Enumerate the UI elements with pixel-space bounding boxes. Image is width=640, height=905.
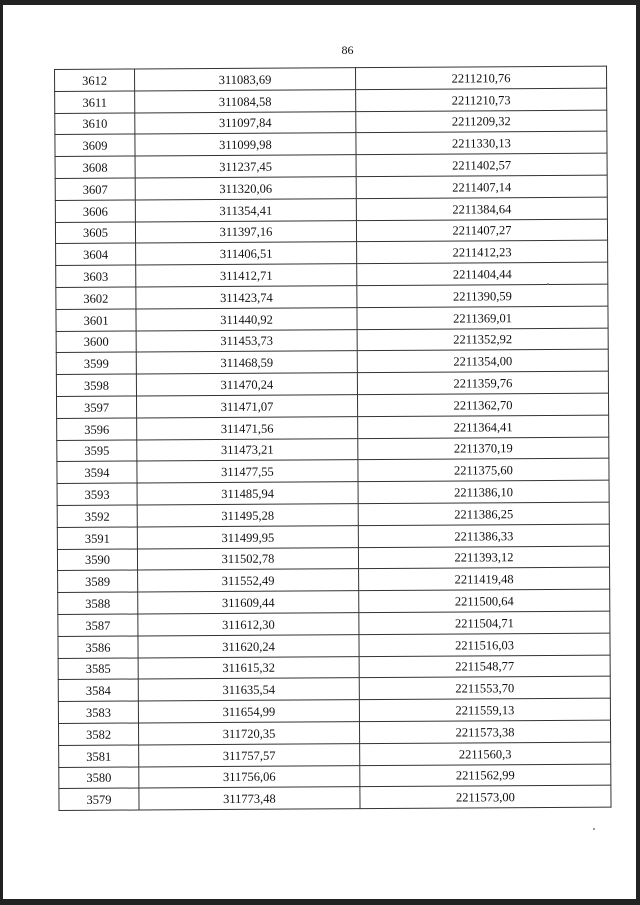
x-coordinate-cell: 311354,41	[135, 198, 356, 221]
y-coordinate-cell: 2211364,41	[358, 415, 609, 438]
y-coordinate-cell: 2211548,77	[359, 655, 610, 678]
y-coordinate-cell: 2211553,70	[359, 676, 610, 699]
y-coordinate-cell: 2211390,59	[357, 284, 608, 307]
point-number-cell: 3586	[58, 636, 138, 658]
y-coordinate-cell: 2211330,13	[356, 132, 607, 155]
point-number-cell: 3579	[59, 788, 139, 810]
point-number-cell: 3585	[58, 658, 138, 680]
x-coordinate-cell: 311615,32	[138, 656, 359, 679]
y-coordinate-cell: 2211562,99	[360, 764, 611, 787]
y-coordinate-cell: 2211362,70	[357, 393, 608, 416]
y-coordinate-cell: 2211412,23	[357, 240, 608, 263]
x-coordinate-cell: 311720,35	[138, 722, 359, 745]
scan-edge-left	[0, 0, 3, 905]
x-coordinate-cell: 311654,99	[138, 700, 359, 723]
point-number-cell: 3595	[57, 440, 137, 462]
page-number: 86	[341, 43, 354, 57]
x-coordinate-cell: 311471,07	[136, 395, 357, 418]
y-coordinate-cell: 2211500,64	[359, 589, 610, 612]
y-coordinate-cell: 2211209,32	[356, 110, 607, 133]
x-coordinate-cell: 311773,48	[139, 787, 360, 810]
y-coordinate-cell: 2211516,03	[359, 633, 610, 656]
point-number-cell: 3592	[57, 505, 137, 527]
y-coordinate-cell: 2211370,19	[358, 437, 609, 460]
point-number-cell: 3608	[55, 156, 135, 178]
y-coordinate-cell: 2211354,00	[357, 349, 608, 372]
y-coordinate-cell: 2211210,73	[356, 88, 607, 111]
point-number-cell: 3605	[55, 222, 135, 244]
y-coordinate-cell: 2211369,01	[357, 306, 608, 329]
x-coordinate-cell: 311477,55	[137, 460, 358, 483]
y-coordinate-cell: 2211559,13	[359, 698, 610, 721]
point-number-cell: 3588	[58, 592, 138, 614]
x-coordinate-cell: 311485,94	[137, 482, 358, 505]
x-coordinate-cell: 311495,28	[137, 504, 358, 527]
y-coordinate-cell: 2211210,76	[355, 66, 606, 89]
x-coordinate-cell: 311412,71	[136, 264, 357, 287]
point-number-cell: 3590	[57, 549, 137, 571]
scan-edge-top	[0, 0, 640, 5]
y-coordinate-cell: 2211504,71	[359, 611, 610, 634]
point-number-cell: 3591	[57, 527, 137, 549]
x-coordinate-cell: 311440,92	[136, 307, 357, 330]
point-number-cell: 3580	[59, 766, 139, 788]
point-number-cell: 3582	[58, 723, 138, 745]
point-number-cell: 3587	[58, 614, 138, 636]
point-number-cell: 3611	[55, 91, 135, 113]
coordinates-table	[54, 66, 612, 811]
x-coordinate-cell: 311406,51	[136, 242, 357, 265]
point-number-cell: 3600	[56, 331, 136, 353]
point-number-cell: 3594	[57, 461, 137, 483]
y-coordinate-cell: 2211352,92	[357, 328, 608, 351]
x-coordinate-cell: 311609,44	[138, 591, 359, 614]
x-coordinate-cell: 311423,74	[136, 286, 357, 309]
point-number-cell: 3599	[56, 352, 136, 374]
x-coordinate-cell: 311237,45	[135, 155, 356, 178]
x-coordinate-cell: 311635,54	[138, 678, 359, 701]
point-number-cell: 3593	[57, 483, 137, 505]
y-coordinate-cell: 2211407,14	[356, 175, 607, 198]
y-coordinate-cell: 2211573,00	[360, 785, 611, 808]
y-coordinate-cell: 2211375,60	[358, 458, 609, 481]
point-number-cell: 3583	[58, 701, 138, 723]
x-coordinate-cell: 311620,24	[138, 634, 359, 657]
y-coordinate-cell: 2211359,76	[357, 371, 608, 394]
point-number-cell: 3584	[58, 679, 138, 701]
table-row	[59, 785, 611, 810]
point-number-cell: 3604	[56, 243, 136, 265]
point-number-cell: 3589	[58, 570, 138, 592]
x-coordinate-cell: 311099,98	[135, 133, 356, 156]
x-coordinate-cell: 311473,21	[137, 438, 358, 461]
coordinates-table-container	[54, 66, 611, 811]
point-number-cell: 3597	[57, 396, 137, 418]
point-number-cell: 3601	[56, 309, 136, 331]
x-coordinate-cell: 311499,95	[137, 525, 358, 548]
scan-edge-right	[636, 0, 640, 905]
y-coordinate-cell: 2211560,3	[360, 742, 611, 765]
x-coordinate-cell: 311468,59	[136, 351, 357, 374]
point-number-cell: 3610	[55, 113, 135, 135]
point-number-cell: 3581	[59, 745, 139, 767]
point-number-cell: 3602	[56, 287, 136, 309]
point-number-cell: 3596	[57, 418, 137, 440]
x-coordinate-cell: 311502,78	[137, 547, 358, 570]
y-coordinate-cell: 2211402,57	[356, 153, 607, 176]
y-coordinate-cell: 2211419,48	[359, 567, 610, 590]
point-number-cell: 3598	[56, 374, 136, 396]
x-coordinate-cell: 311470,24	[136, 373, 357, 396]
x-coordinate-cell: 311397,16	[135, 220, 356, 243]
y-coordinate-cell: 2211404,44	[357, 262, 608, 285]
scan-speck	[547, 283, 549, 285]
x-coordinate-cell: 311612,30	[138, 613, 359, 636]
scan-edge-bottom	[0, 899, 640, 905]
x-coordinate-cell: 311097,84	[135, 111, 356, 134]
x-coordinate-cell: 311453,73	[136, 329, 357, 352]
point-number-cell: 3609	[55, 134, 135, 156]
point-number-cell: 3612	[55, 69, 135, 91]
y-coordinate-cell: 2211573,38	[359, 720, 610, 743]
y-coordinate-cell: 2211386,33	[358, 524, 609, 547]
point-number-cell: 3607	[55, 178, 135, 200]
x-coordinate-cell: 311320,06	[135, 177, 356, 200]
y-coordinate-cell: 2211393,12	[358, 546, 609, 569]
x-coordinate-cell: 311552,49	[138, 569, 359, 592]
y-coordinate-cell: 2211407,27	[356, 219, 607, 242]
y-coordinate-cell: 2211386,25	[358, 502, 609, 525]
x-coordinate-cell: 311471,56	[137, 416, 358, 439]
point-number-cell: 3603	[56, 265, 136, 287]
x-coordinate-cell: 311084,58	[135, 89, 356, 112]
scan-speck	[593, 828, 595, 830]
x-coordinate-cell: 311756,06	[139, 765, 360, 788]
y-coordinate-cell: 2211384,64	[356, 197, 607, 220]
x-coordinate-cell: 311757,57	[139, 743, 360, 766]
x-coordinate-cell: 311083,69	[135, 68, 356, 91]
point-number-cell: 3606	[55, 200, 135, 222]
y-coordinate-cell: 2211386,10	[358, 480, 609, 503]
table-body	[55, 66, 612, 810]
